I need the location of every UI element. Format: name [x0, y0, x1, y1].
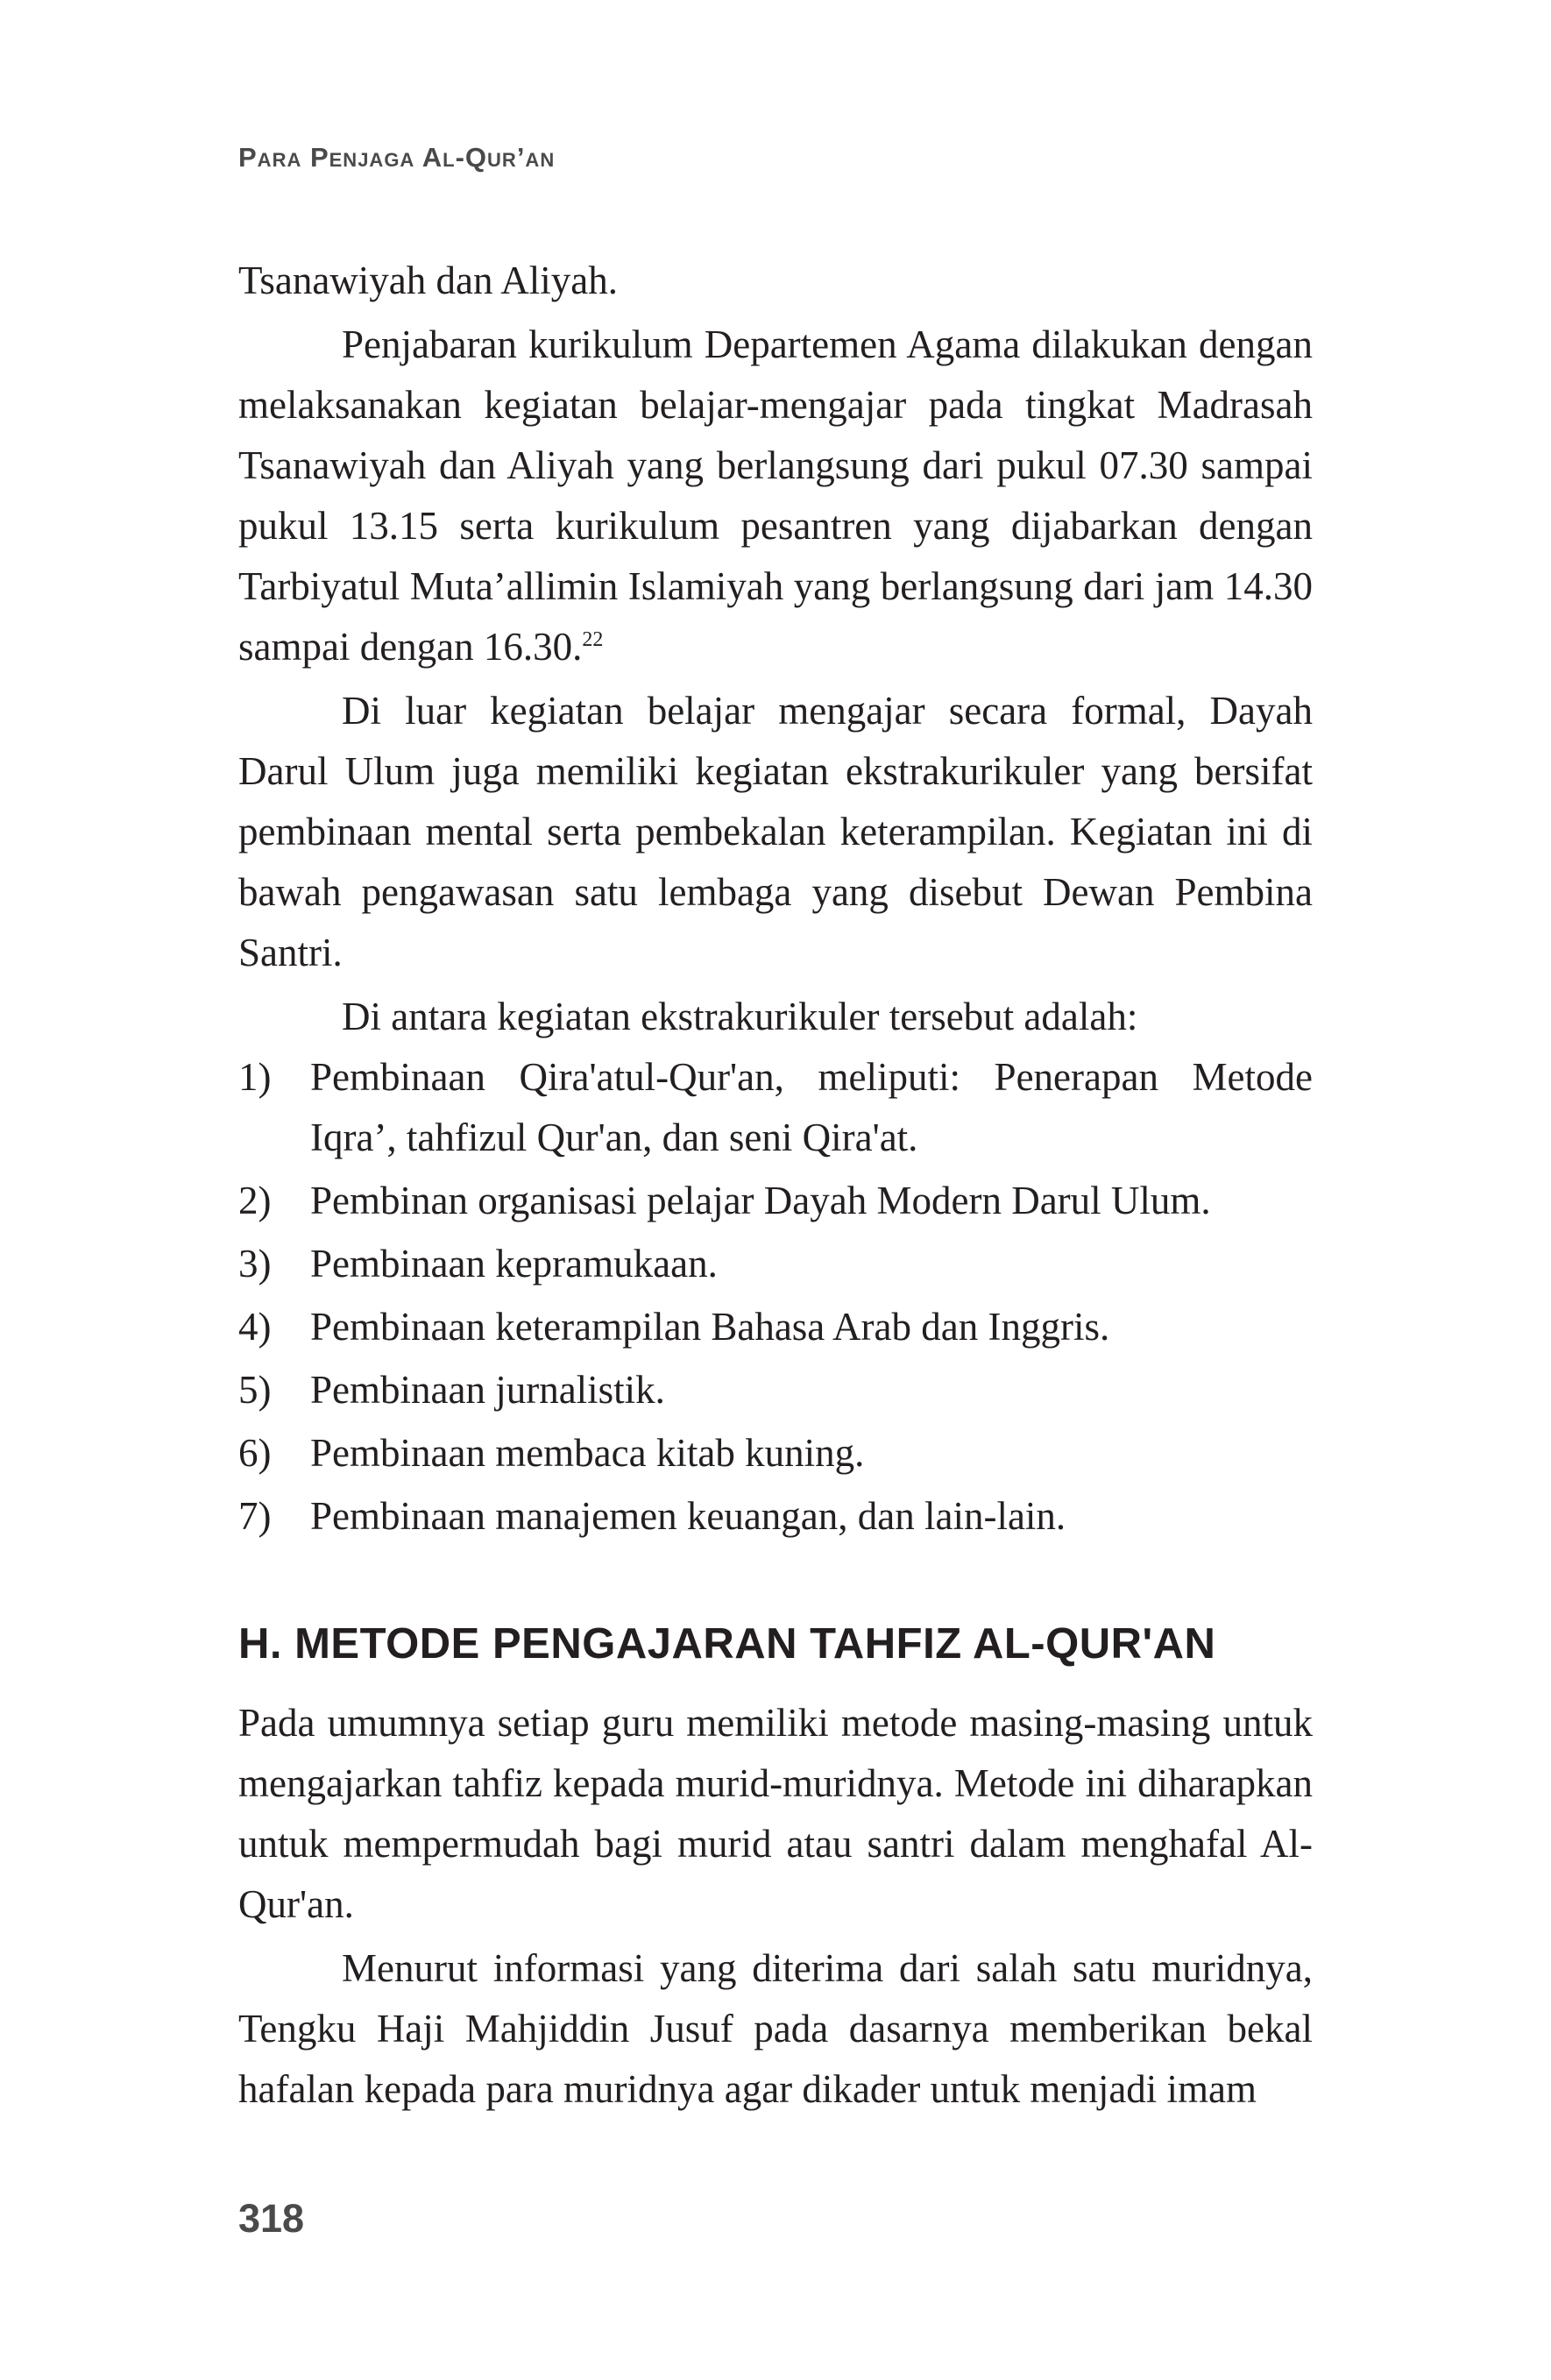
paragraph: Tsanawiyah dan Aliyah. [238, 259, 618, 302]
list-text: Pembinaan Qira'atul-Qur'an, meliputi: Penerapan Metode Iqra’, tahfizul Qur'an, dan seni Qira'at. [310, 1055, 1313, 1159]
section-heading: H. METODE PENGAJARAN TAHFIZ AL-QUR'AN [238, 1620, 1216, 1668]
list-item [238, 1234, 1313, 1294]
page-number: 318 [238, 2196, 305, 2241]
list-item [238, 1171, 1313, 1231]
list-item [238, 1423, 1313, 1484]
list-item [238, 1047, 1313, 1168]
paragraph: Di antara kegiatan ekstrakurikuler tersebut adalah: [342, 995, 1138, 1038]
footnote-reference: 22 [582, 628, 604, 651]
paragraph: Di luar kegiatan belajar mengajar secara formal, Dayah Darul Ulum juga memiliki kegiatan ekstrakurikuler yang bersifat pembinaan mental serta pembekalan keterampilan. Kegiatan ini di bawah pengawasan satu lembaga yang disebut Dewan Pembina Santri. [238, 689, 1313, 974]
list-text: Pembinaan membaca kitab kuning. [310, 1431, 865, 1475]
list-number: 7) [238, 1494, 272, 1538]
body-text-top [238, 251, 1313, 1549]
activity-list [238, 1047, 1313, 1547]
list-number: 5) [238, 1368, 272, 1412]
list-item [238, 1297, 1313, 1357]
paragraph: Menurut informasi yang diterima dari salah satu muridnya, Tengku Haji Mahjiddin Jusuf pada dasarnya memberikan bekal hafalan kepada para muridnya agar dikader untuk menjadi imam [238, 1946, 1313, 2111]
running-header: Para Penjaga Al-Qur’an [238, 142, 556, 173]
paragraph [238, 315, 1313, 677]
list-text: Pembinaan kepramukaan. [310, 1242, 718, 1286]
list-number: 3) [238, 1242, 272, 1286]
list-text: Pembinan organisasi pelajar Dayah Modern Darul Ulum. [310, 1179, 1211, 1222]
paragraph: Pada umumnya setiap guru memiliki metode masing-masing untuk mengajarkan tahfiz kepada murid-muridnya. Metode ini diharapkan untuk mempermudah bagi murid atau santri dalam menghafal Al-Qur'an. [238, 1701, 1313, 1926]
list-item [238, 1486, 1313, 1547]
list-number: 4) [238, 1305, 272, 1349]
list-text: Pembinaan jurnalistik. [310, 1368, 665, 1412]
list-number: 6) [238, 1431, 272, 1475]
list-text: Pembinaan manajemen keuangan, dan lain-lain. [310, 1494, 1066, 1538]
list-item [238, 1360, 1313, 1420]
body-text-section-h [238, 1693, 1313, 2120]
list-text: Pembinaan keterampilan Bahasa Arab dan Inggris. [310, 1305, 1110, 1349]
paragraph-text: Penjabaran kurikulum Departemen Agama dilakukan dengan melaksanakan kegiatan belajar-mengajar pada tingkat Madrasah Tsanawiyah dan Aliyah yang berlangsung dari pukul 07.30 sampai pukul 13.15 serta kurikulum pesantren yang dijabarkan dengan Tarbiyatul Muta’allimin Islamiyah yang berlangsung dari jam 14.30 sampai dengan 16.30. [238, 322, 1313, 669]
list-number: 1) [238, 1055, 272, 1099]
list-number: 2) [238, 1179, 272, 1222]
